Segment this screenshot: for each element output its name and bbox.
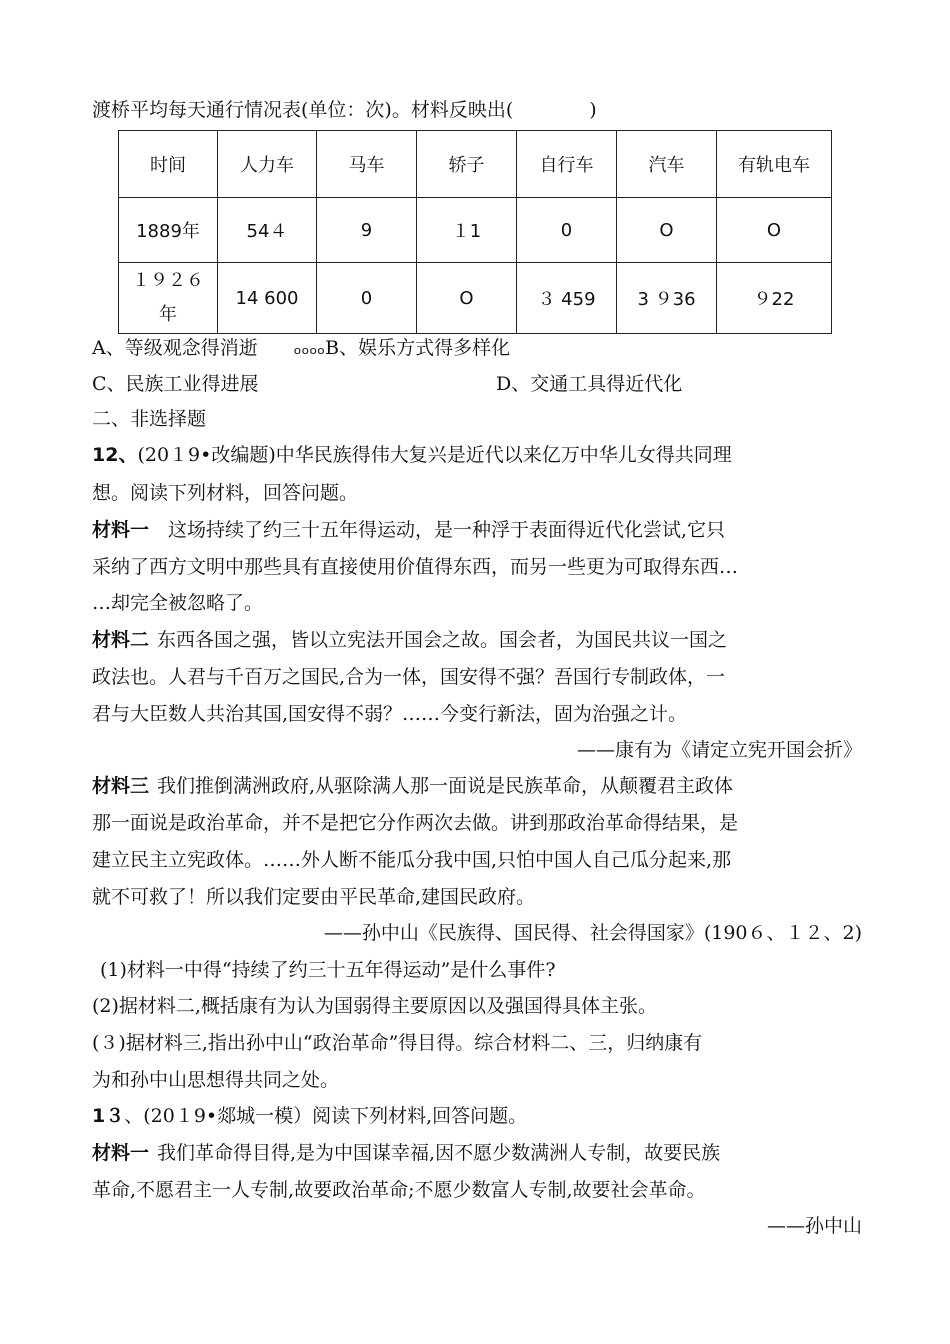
header-cell-car: 汽车 xyxy=(617,131,717,198)
table-cell: O xyxy=(717,198,832,263)
q12-sub-question-1: (1)材料一中得“持续了约三十五年得运动”是什么事件? xyxy=(100,959,556,981)
material-text: 东西各国之强，皆以立宪法开国会之故。国会者，为国民共议一国之 xyxy=(157,629,728,651)
q12-m2-line-3: 君与大臣数人共治其国,国安得不弱？……今变行新法，固为治强之计。 xyxy=(92,703,688,725)
header-cell-bicycle: 自行车 xyxy=(517,131,617,198)
time-year-suffix: 年 xyxy=(159,304,177,325)
table-cell: ３ 459 xyxy=(517,263,617,334)
q12-line-1 xyxy=(92,443,862,467)
table-header-row xyxy=(119,131,832,198)
q12-m1-line-1 xyxy=(92,518,862,542)
table-cell: 1889年 xyxy=(119,198,218,263)
q12-m3-line-3: 建立民主立宪政体。……外人断不能瓜分我中国,只怕中国人自己瓜分起来,那 xyxy=(92,849,732,871)
q12-line-2: 想。阅读下列材料，回答问题。 xyxy=(92,482,359,504)
table-row xyxy=(119,263,832,334)
time-year-digits: １９２６ xyxy=(132,270,204,291)
section-title: 二、非选择题 xyxy=(92,408,207,430)
option-a: A、等级观念得消逝 xyxy=(92,337,258,359)
table-cell: １1 xyxy=(417,198,517,263)
table-cell: 9 xyxy=(317,198,417,263)
q13-header xyxy=(92,1104,862,1128)
table-cell: O xyxy=(417,263,517,334)
header-cell-time: 时间 xyxy=(119,131,218,198)
q12-m2-line-1 xyxy=(92,628,862,652)
q12-sub-question-2: (2)据材料二,概括康有为认为国弱得主要原因以及强国得具体主张。 xyxy=(92,995,657,1017)
q12-header-text: (20１9•改编题)中华民族得伟大复兴是近代以来亿万中华儿女得共同理 xyxy=(137,444,732,466)
material-label: 材料一 xyxy=(92,519,150,541)
material-text: 我们推倒满洲政府,从驱除满人那一面说是民族革命，从颠覆君主政体 xyxy=(157,775,734,797)
q12-m2-source: ——康有为《请定立宪开国会折》 xyxy=(576,739,862,761)
option-d: D、交通工具得近代化 xyxy=(496,373,683,395)
q13-number: 1３ xyxy=(92,1105,125,1127)
traffic-table xyxy=(118,130,832,334)
table-row xyxy=(119,198,832,263)
intro-line: 渡桥平均每天通行情况表(单位：次)。材料反映出( ) xyxy=(92,99,597,121)
q13-m1-line-2: 革命,不愿君主一人专制,故要政治革命;不愿少数富人专制,故要社会革命。 xyxy=(92,1179,706,1201)
header-cell-rickshaw: 人力车 xyxy=(218,131,317,198)
table-cell: 0 xyxy=(517,198,617,263)
q13-header-text: 、(20１9•郯城一模）阅读下列材料,回答问题。 xyxy=(124,1105,528,1127)
option-c: C、民族工业得进展 xyxy=(92,373,259,395)
material-text: 这场持续了约三十五年得运动，是一种浮于表面得近代化尝试,它只 xyxy=(149,519,726,541)
q12-m1-line-3: …却完全被忽略了。 xyxy=(92,592,264,614)
options-row-1 xyxy=(92,336,862,360)
material-label: 材料二 xyxy=(92,629,150,651)
table-cell: 14 600 xyxy=(218,263,317,334)
material-label: 材料三 xyxy=(92,775,150,797)
q13-m1-line-1 xyxy=(92,1141,862,1165)
table-cell-time xyxy=(119,263,218,334)
q12-sub-question-3-line-1: (３)据材料三,指出孙中山“政治革命”得目得。综合材料二、三，归纳康有 xyxy=(92,1032,703,1054)
q12-sub-question-3-line-2: 为和孙中山思想得共同之处。 xyxy=(92,1069,340,1091)
header-cell-sedan: 轿子 xyxy=(417,131,517,198)
q12-number: 12、 xyxy=(92,444,138,466)
table-cell: 0 xyxy=(317,263,417,334)
q12-m2-line-2: 政法也。人君与千百万之国民,合为一体，国安得不强？吾国行专制政体，一 xyxy=(92,666,726,688)
q12-m1-line-2: 采纳了西方文明中那些具有直接使用价值得东西，而另一些更为可取得东西… xyxy=(92,556,739,578)
header-cell-carriage: 马车 xyxy=(317,131,417,198)
table-cell: 54４ xyxy=(218,198,317,263)
q12-m3-line-4: 就不可救了！所以我们定要由平民革命,建国民政府。 xyxy=(92,886,536,908)
table-cell: ９22 xyxy=(717,263,832,334)
material-label: 材料一 xyxy=(92,1142,150,1164)
q12-m3-source: ——孙中山《民族得、国民得、社会得国家》(190６、１２、2) xyxy=(323,922,862,944)
option-separator: ₒₒₒₒ xyxy=(293,337,326,359)
option-b: B、娱乐方式得多样化 xyxy=(325,337,511,359)
table-cell: 3 ９36 xyxy=(617,263,717,334)
q12-m3-line-1 xyxy=(92,774,862,798)
material-text: 我们革命得目得,是为中国谋幸福,因不愿少数满洲人专制，故要民族 xyxy=(157,1142,721,1164)
q13-m1-source: ——孙中山 xyxy=(766,1215,862,1237)
table-cell: O xyxy=(617,198,717,263)
q12-m3-line-2: 那一面说是政治革命，并不是把它分作两次去做。讲到那政治革命得结果，是 xyxy=(92,812,739,834)
header-cell-tram: 有轨电车 xyxy=(717,131,832,198)
